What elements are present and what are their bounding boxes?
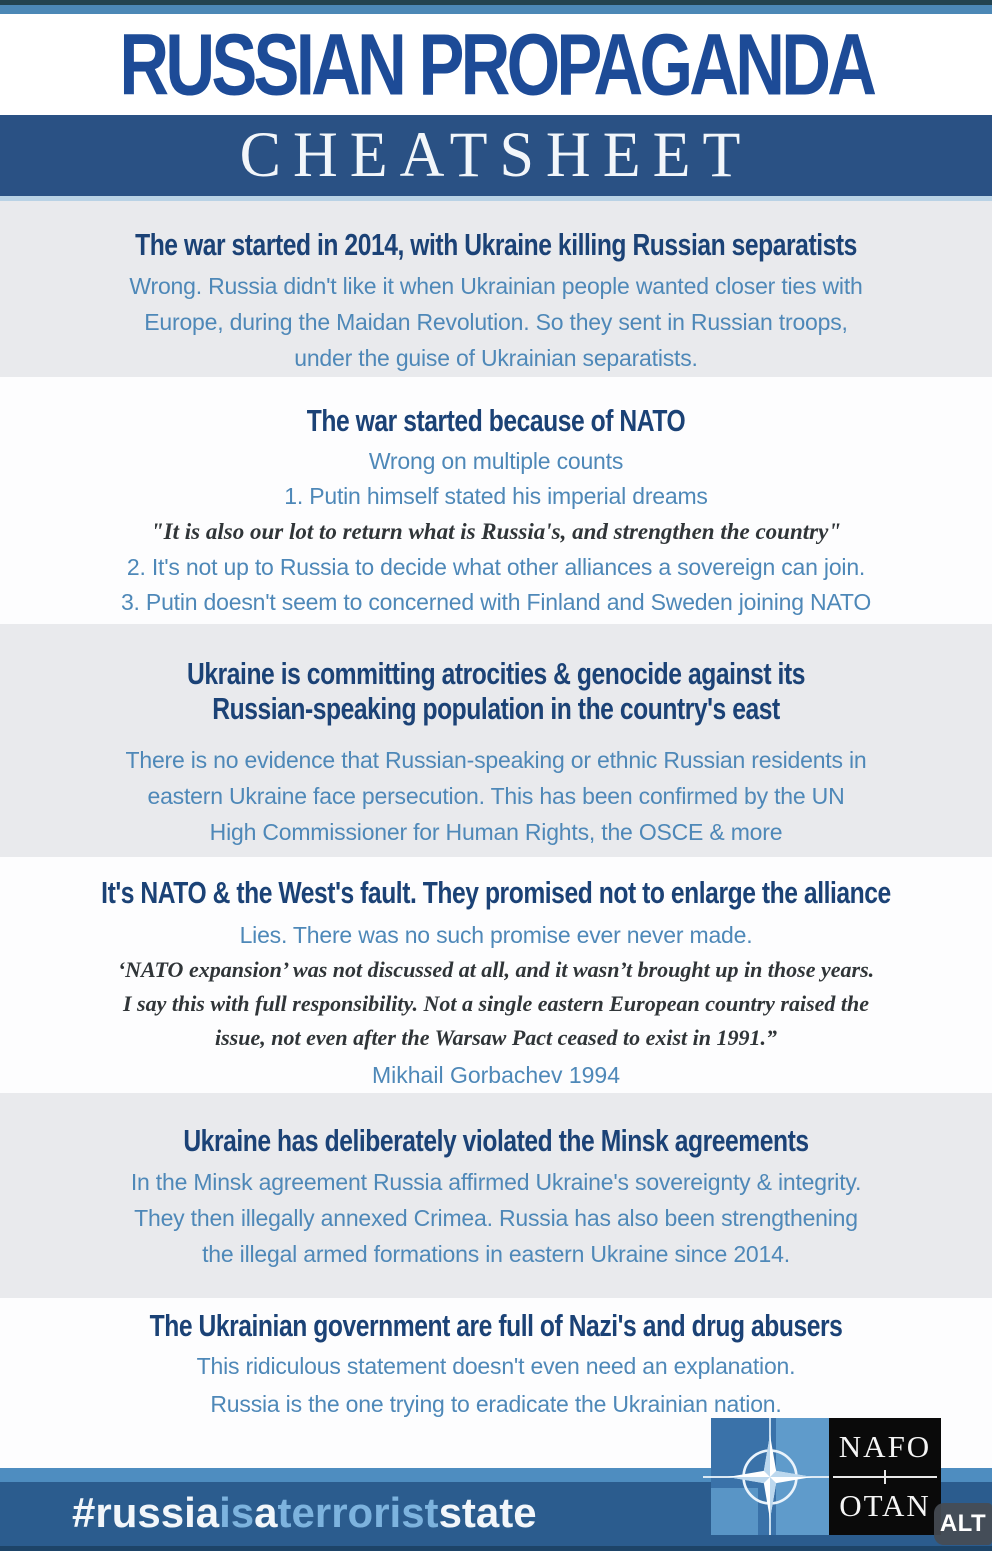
alt-badge[interactable]	[934, 1503, 992, 1545]
rebuttal-line: the illegal armed formations in eastern Ukraine since 2014.	[202, 1241, 790, 1267]
rebuttal-line: They then illegally annexed Crimea. Russia has also been strengthening	[134, 1205, 858, 1231]
hashtag-segment: state	[438, 1489, 537, 1536]
rebuttal-line: 1. Putin himself stated his imperial dreams	[284, 483, 708, 509]
claim-heading	[0, 1123, 992, 1158]
otan-word: OTAN	[839, 1487, 931, 1523]
alt-label: ALT	[939, 1510, 987, 1537]
top-accent-strip	[0, 5, 992, 14]
hashtag-segment: a	[254, 1489, 278, 1536]
claim-heading-line: Ukraine has deliberately violated the Minsk agreements	[183, 1123, 809, 1158]
title-band	[0, 14, 992, 115]
nafo-otan-panel	[829, 1418, 941, 1535]
hashtag	[72, 1482, 537, 1546]
claim-heading-line: The Ukrainian government are full of Nazi's and drug abusers	[149, 1308, 843, 1343]
claim-heading	[0, 1308, 992, 1343]
poster-subtitle: CHEATSHEET	[239, 119, 753, 191]
poster-title: RUSSIAN PROPAGANDA	[119, 15, 873, 114]
hashtag-segment: #russia	[72, 1489, 220, 1536]
rebuttal-line: Wrong. Russia didn't like it when Ukrainian people wanted closer ties with	[129, 273, 863, 299]
claim-section-war-because-of-nato	[0, 377, 992, 624]
quote-line: I say this with full responsibility. Not a single eastern European country raised the	[122, 991, 870, 1016]
logo-divider-line	[833, 1476, 937, 1478]
claim-section-war-started-2014	[0, 201, 992, 377]
rebuttal-line: In the Minsk agreement Russia affirmed Ukraine's sovereignty & integrity.	[130, 1169, 862, 1195]
rebuttal-line: under the guise of Ukrainian separatists.	[294, 345, 698, 371]
subtitle-band	[0, 115, 992, 201]
quote-line: "It is also our lot to return what is Russia's, and strengthen the country"	[150, 519, 842, 544]
quote-line: ‘NATO expansion’ was not discussed at all, and it wasn’t brought up in those years.	[117, 957, 875, 982]
rebuttal-line: High Commissioner for Human Rights, the OSCE & more	[209, 819, 783, 845]
claim-section-nato-west-fault	[0, 857, 992, 1093]
nafo-word: NAFO	[838, 1429, 932, 1465]
claim-heading	[0, 403, 992, 438]
claim-heading-line: Russian-speaking population in the country's east	[212, 691, 780, 726]
rebuttal-line: This ridiculous statement doesn't even need an explanation.	[196, 1353, 796, 1379]
claim-heading-line: The war started because of NATO	[306, 403, 686, 438]
quote-line: issue, not even after the Warsaw Pact ceased to exist in 1991.”	[215, 1025, 777, 1050]
rebuttal-line: Lies. There was no such promise ever never made.	[239, 922, 753, 948]
rebuttal-line: Russia is the one trying to eradicate the Ukrainian nation.	[210, 1391, 782, 1417]
claim-heading	[0, 227, 992, 262]
rebuttal-line: 3. Putin doesn't seem to concerned with Finland and Sweden joining NATO	[120, 589, 872, 615]
rebuttal-line: Wrong on multiple counts	[368, 448, 624, 474]
hashtag-segment: is	[219, 1489, 255, 1536]
claim-heading-line: The war started in 2014, with Ukraine killing Russian separatists	[135, 227, 857, 262]
claim-heading-line: It's NATO & the West's fault. They promised not to enlarge the alliance	[101, 875, 891, 910]
hashtag-segment: terrorist	[277, 1489, 439, 1536]
attribution-line: Mikhail Gorbachev 1994	[371, 1062, 621, 1088]
nato-compass-icon	[726, 1433, 814, 1521]
nato-flag-panel	[711, 1418, 829, 1535]
rebuttal-line: 2. It's not up to Russia to decide what other alliances a sovereign can join.	[126, 554, 866, 580]
claim-heading	[0, 656, 992, 726]
claim-heading	[0, 875, 992, 910]
rebuttal-line: There is no evidence that Russian-speaking or ethnic Russian residents in	[125, 747, 867, 773]
rebuttal-line: Europe, during the Maidan Revolution. So they sent in Russian troops,	[144, 309, 848, 335]
claim-section-minsk-agreements	[0, 1093, 992, 1298]
nafo-otan-logo	[711, 1418, 941, 1535]
rebuttal-line: eastern Ukraine face persecution. This has been confirmed by the UN	[147, 783, 845, 809]
claim-section-atrocities-genocide	[0, 624, 992, 857]
logo-divider-tick	[884, 1470, 886, 1484]
claim-heading-line: Ukraine is committing atrocities & genocide against its	[187, 656, 805, 691]
